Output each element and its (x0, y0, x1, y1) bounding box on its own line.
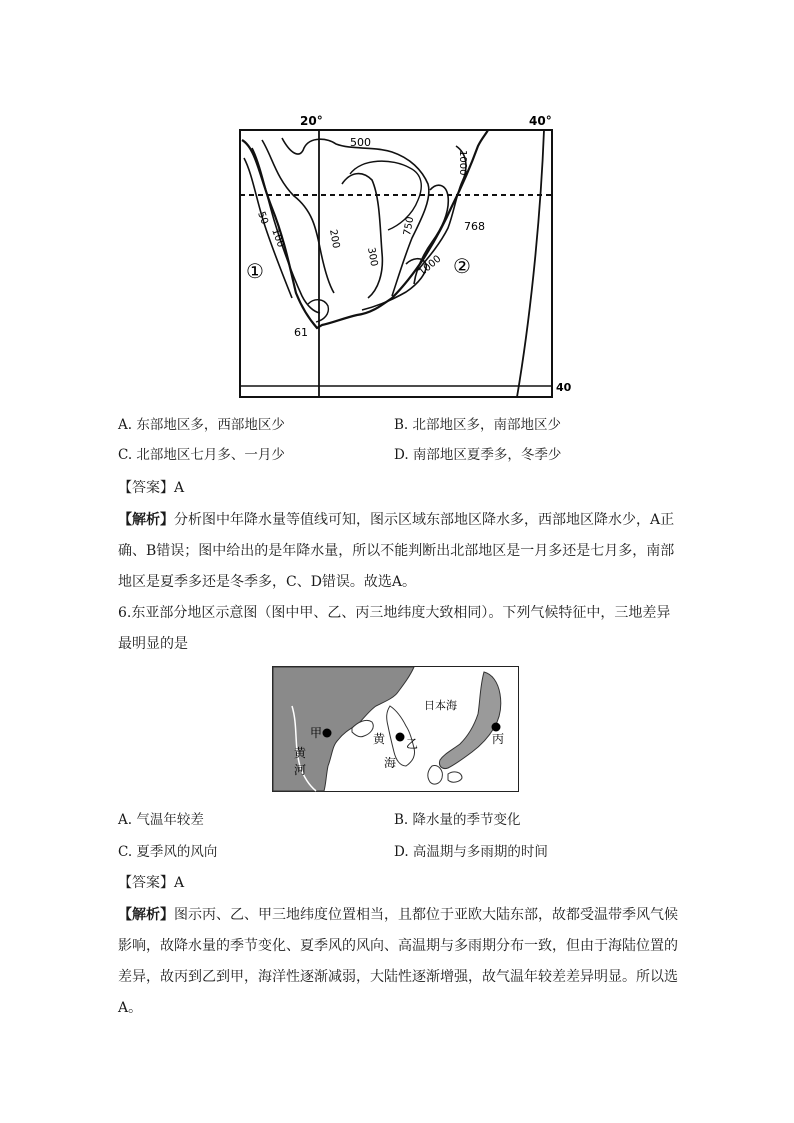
q5-analysis-line-2: 确、B错误；图中给出的是年降水量，所以不能判断出北部地区是一月多还是七月多，南部 (118, 543, 675, 559)
q5-option-a: A. 东部地区多，西部地区少 (118, 417, 285, 433)
q6-option-a: A. 气温年较差 (118, 812, 204, 828)
label-isohyet-500: 500 (350, 136, 371, 149)
label-circle-2: ② (453, 254, 471, 278)
label-jia: 甲 (310, 726, 323, 740)
q5-answer: 【答案】A (118, 480, 185, 496)
q6-analysis-line-3: 差异，故丙到乙到甲，海洋性逐渐减弱，大陆性逐渐增强，故气温年较差差异明显。所以选 (118, 969, 678, 985)
isohyet-300 (342, 174, 382, 298)
label-yellow-sea-1: 黄 (373, 732, 386, 746)
label-isohyet-1000-top: 1000 (457, 150, 468, 176)
label-bing: 丙 (492, 732, 505, 746)
map-frame (240, 130, 552, 397)
label-lon-20: 20° (300, 114, 323, 128)
label-yellow-sea-2: 海 (384, 756, 397, 770)
q5-option-b: B. 北部地区多，南部地区少 (394, 417, 562, 433)
east-asia-map (272, 666, 519, 792)
q5-analysis-line-3: 地区是夏季多还是冬季多，C、D错误。故选A。 (118, 574, 417, 590)
q6-stem-line-2: 最明显的是 (118, 636, 188, 652)
label-circle-1: ① (246, 259, 264, 283)
label-isohyet-750: 750 (402, 215, 417, 237)
q6-option-c: C. 夏季风的风向 (118, 844, 218, 860)
label-huang-he-1: 黄 (294, 746, 307, 760)
label-yi: 乙 (406, 737, 419, 751)
label-huang-he-2: 河 (294, 763, 307, 777)
japan-kyushu (428, 766, 443, 784)
label-isohyet-61: 61 (294, 326, 308, 339)
marker-yi (396, 733, 405, 742)
q5-analysis (118, 505, 678, 598)
southern-africa-precipitation-map (232, 108, 572, 400)
q6-analysis (118, 900, 678, 1024)
q6-option-d: D. 高温期与多雨期的时间 (394, 844, 548, 860)
marker-bing (492, 723, 501, 732)
label-lon-40: 40° (529, 114, 552, 128)
label-isohyet-200: 200 (327, 228, 342, 250)
q5-option-d: D. 南部地区夏季多，冬季少 (394, 447, 562, 463)
japan-shikoku (448, 772, 462, 782)
q6-answer: 【答案】A (118, 875, 185, 891)
q5-option-c: C. 北部地区七月多、一月少 (118, 447, 285, 463)
label-japan-sea: 日本海 (424, 699, 457, 712)
q6-analysis-label: 【解析】 (118, 907, 174, 923)
q6-option-b: B. 降水量的季节变化 (394, 812, 521, 828)
isohyet-100 (252, 148, 320, 313)
meridian-40 (517, 130, 544, 397)
q6-analysis-line-1: 图示丙、乙、甲三地纬度位置相当，且都位于亚欧大陆东部，故都受温带季风气候 (174, 907, 678, 923)
q6-analysis-line-2: 影响，故降水量的季节变化、夏季风的风向、高温期与多雨期分布一致，但由于海陆位置的 (118, 938, 678, 954)
label-isohyet-1000-bottom: 1000 (416, 253, 444, 279)
q5-analysis-label: 【解析】 (118, 512, 174, 528)
q5-analysis-line-1: 分析图中年降水量等值线可知，图示区域东部地区降水多，西部地区降水少，A正 (174, 512, 675, 528)
label-isohyet-100: 100 (269, 227, 287, 249)
q6-stem (118, 598, 678, 660)
q6-analysis-line-4: A。 (118, 1000, 143, 1016)
label-isohyet-300: 300 (365, 246, 380, 268)
marker-jia (323, 729, 332, 738)
label-lat-40: 40 (556, 381, 572, 394)
label-isohyet-768: 768 (464, 220, 485, 233)
label-isohyet-50: 50 (255, 210, 270, 226)
q6-stem-line-1: 6.东亚部分地区示意图（图中甲、乙、丙三地纬度大致相同）。下列气候特征中，三地差异 (118, 605, 671, 621)
